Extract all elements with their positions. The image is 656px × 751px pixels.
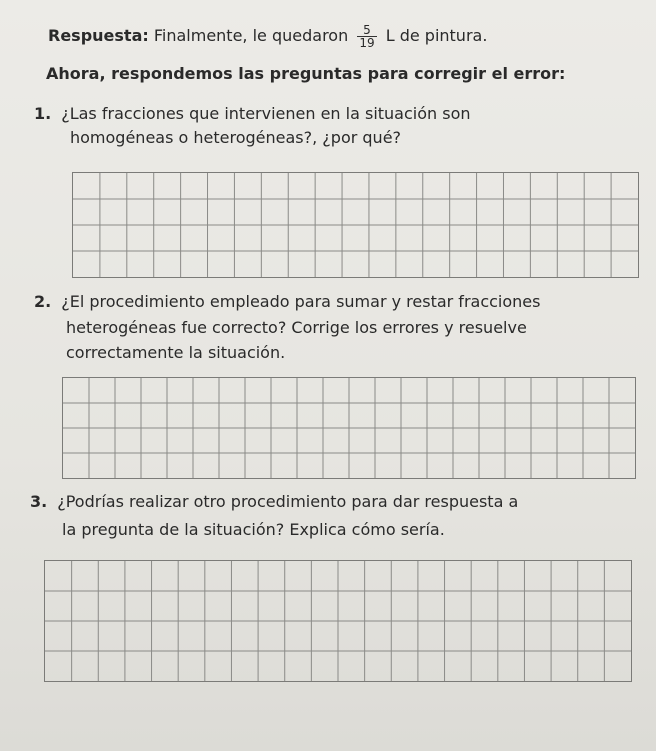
question-1-text-line-1: ¿Las fracciones que intervienen en la situación son [61,104,471,123]
answer-label: Respuesta: [48,26,149,45]
question-3-line-1 [30,492,518,511]
question-2-line-1 [34,292,540,311]
question-1-number: 1. [34,104,52,123]
answer-text-after: L de pintura. [385,26,488,45]
grid-lines-1 [73,173,638,277]
question-1-text-line-2: homogéneas o heterogéneas?, ¿por qué? [70,128,402,147]
answer-grid-1[interactable] [72,172,639,278]
grid-lines-3 [45,561,631,681]
answer-text-before: Finalmente, le quedaron [153,26,349,45]
question-3-number: 3. [30,492,48,511]
question-2-text-line-3: correctamente la situación. [66,343,286,362]
question-3-text-line-2: la pregunta de la situación? Explica cómo sería. [62,520,445,539]
question-1-line-1 [34,104,471,123]
answer-grid-3[interactable] [44,560,632,682]
question-2-text-line-2: heterogéneas fue correcto? Corrige los errores y resuelve [66,318,527,337]
fraction-numerator: 5 [357,24,376,37]
answer-line [48,24,487,49]
question-2-number: 2. [34,292,52,311]
fraction [357,24,376,49]
question-2-text-line-1: ¿El procedimiento empleado para sumar y restar fracciones [61,292,541,311]
question-3-text-line-1: ¿Podrías realizar otro procedimiento para dar respuesta a [57,492,519,511]
answer-grid-2[interactable] [62,377,636,479]
grid-lines-2 [63,378,635,478]
fraction-denominator: 19 [359,36,375,50]
intro-heading: Ahora, respondemos las preguntas para corregir el error: [46,64,566,83]
